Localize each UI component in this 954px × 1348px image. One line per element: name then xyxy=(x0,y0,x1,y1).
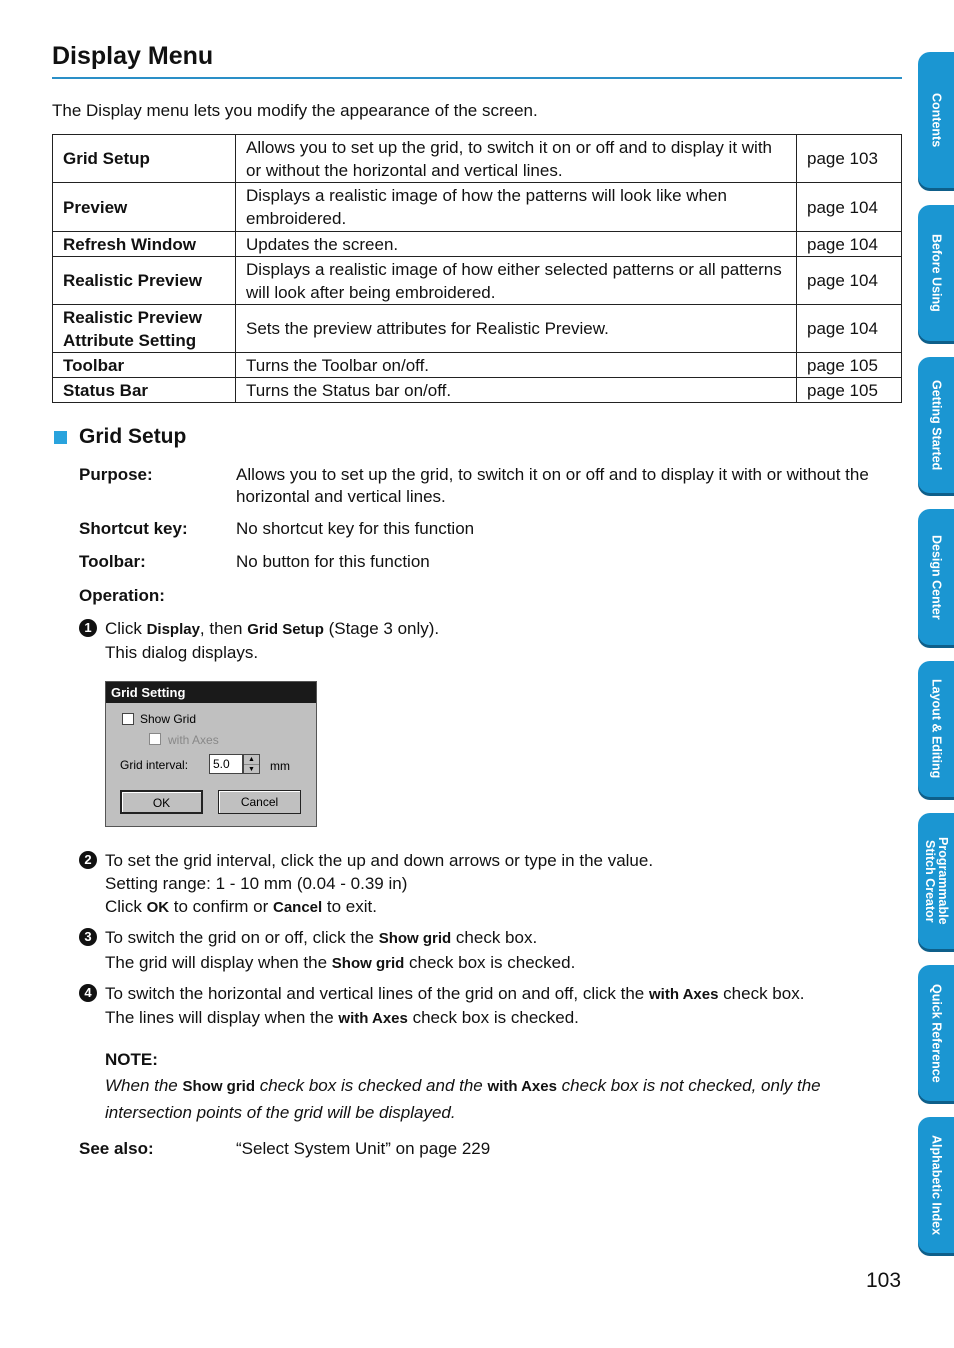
menu-item-page: page 104 xyxy=(797,257,902,305)
table-row xyxy=(53,135,902,183)
square-bullet-icon xyxy=(54,431,67,444)
menu-item-description: Allows you to set up the grid, to switch it on or off and to display it with or without the horizontal and vertical lines. xyxy=(236,135,797,183)
see-also-text: “Select System Unit” on page 229 xyxy=(236,1139,491,1158)
section-heading xyxy=(54,425,186,449)
menu-item-name: Refresh Window xyxy=(53,232,236,257)
toolbar-label: Toolbar: xyxy=(79,552,146,571)
tab-label: Contents xyxy=(929,92,944,148)
menu-item-name: Realistic Preview Attribute Setting xyxy=(53,305,236,353)
step-4 xyxy=(79,982,804,1030)
page-number: 103 xyxy=(866,1269,902,1292)
menu-item-description: Turns the Status bar on/off. xyxy=(236,378,797,403)
menu-item-description: Turns the Toolbar on/off. xyxy=(236,353,797,378)
ui-term: Show grid xyxy=(182,1078,255,1095)
tab-label: Programmable Stitch Creator xyxy=(923,837,950,925)
step-text: , then xyxy=(199,619,248,638)
note-text: check box is not checked, only the intersection points of the grid will be displayed. xyxy=(105,1076,821,1122)
step-text: Click xyxy=(105,619,147,638)
step-text: to confirm or xyxy=(169,897,273,916)
table-row xyxy=(53,232,902,257)
tab-label: Layout & Editing xyxy=(929,679,944,779)
step-text: to exit. xyxy=(322,897,377,916)
ok-button[interactable]: OK xyxy=(120,790,203,814)
step-text: Click xyxy=(105,897,147,916)
table-row xyxy=(53,353,902,378)
tab-quick-reference[interactable] xyxy=(918,965,954,1101)
page-title: Display Menu xyxy=(52,42,214,70)
section-heading-text: Grid Setup xyxy=(79,425,187,448)
step-number-badge: 3 xyxy=(79,928,97,946)
ui-term: with Axes xyxy=(487,1078,557,1095)
step-2 xyxy=(79,849,653,919)
ui-term: Display xyxy=(146,621,200,638)
intro-text: The Display menu lets you modify the appearance of the screen. xyxy=(52,101,538,120)
step-text: check box. xyxy=(451,928,538,947)
cancel-button[interactable]: Cancel xyxy=(218,790,301,814)
show-grid-label: Show Grid xyxy=(140,712,197,726)
step-3 xyxy=(79,926,575,976)
tab-layout-editing[interactable] xyxy=(918,661,954,797)
menu-item-name: Realistic Preview xyxy=(53,257,236,305)
step-text: To set the grid interval, click the up and down arrows or type in the value. xyxy=(105,851,654,870)
menu-item-page: page 103 xyxy=(797,135,902,183)
menu-item-description: Updates the screen. xyxy=(236,232,797,257)
tab-label: Design Center xyxy=(929,534,944,620)
step-text: The lines will display when the xyxy=(105,1008,339,1027)
tab-programmable-stitch-creator[interactable] xyxy=(918,813,954,949)
note-text: When the xyxy=(105,1076,183,1095)
show-grid-checkbox[interactable] xyxy=(122,713,134,725)
ui-term: Grid Setup xyxy=(247,621,324,638)
title-underline xyxy=(52,77,902,79)
ui-term: Cancel xyxy=(272,899,323,916)
table-row xyxy=(53,378,902,403)
table-row xyxy=(53,183,902,232)
note-body xyxy=(105,1073,895,1126)
step-number-badge: 2 xyxy=(79,851,97,869)
ui-term: Show grid xyxy=(331,955,405,972)
table-row xyxy=(53,257,902,305)
tab-label: Alphabetic Index xyxy=(929,1134,944,1236)
ui-term: with Axes xyxy=(648,986,719,1003)
step-text: To switch the grid on or off, click the xyxy=(105,928,379,947)
grid-interval-spinner[interactable] xyxy=(243,754,260,774)
grid-interval-label: Grid interval: xyxy=(120,758,189,772)
step-text: Setting range: 1 - 10 mm (0.04 - 0.39 in) xyxy=(105,874,408,893)
menu-item-name: Preview xyxy=(53,183,236,232)
step-text: The grid will display when the xyxy=(105,953,332,972)
menu-item-name: Status Bar xyxy=(53,378,236,403)
with-axes-label: with Axes xyxy=(168,733,219,747)
step-text: (Stage 3 only). xyxy=(323,619,440,638)
menu-item-description: Sets the preview attributes for Realistic Preview. xyxy=(236,305,797,353)
spin-down-icon[interactable]: ▼ xyxy=(248,766,255,773)
step-text: check box. xyxy=(718,984,805,1003)
menu-item-name: Toolbar xyxy=(53,353,236,378)
tab-label: Getting Started xyxy=(929,379,944,471)
menu-item-page: page 104 xyxy=(797,183,902,232)
purpose-label: Purpose: xyxy=(79,465,153,484)
menu-item-page: page 104 xyxy=(797,305,902,353)
shortcut-label: Shortcut key: xyxy=(79,519,188,538)
menu-item-name: Grid Setup xyxy=(53,135,236,183)
step-text: To switch the horizontal and vertical lines of the grid on and off, click the xyxy=(105,984,649,1003)
purpose-text: Allows you to set up the grid, to switch it on or off and to display it with or without the horizontal and vertical lines. xyxy=(236,465,869,506)
menu-item-page: page 105 xyxy=(797,378,902,403)
step-number-badge: 1 xyxy=(79,619,97,637)
grid-interval-input[interactable]: 5.0 xyxy=(209,754,243,774)
toolbar-text: No button for this function xyxy=(236,552,430,571)
ui-term: Show grid xyxy=(378,930,452,947)
unit-label: mm xyxy=(270,759,290,773)
step-1 xyxy=(79,617,439,664)
spin-up-icon[interactable]: ▲ xyxy=(244,755,259,765)
step-text: check box is checked. xyxy=(404,953,576,972)
operation-label: Operation: xyxy=(79,586,165,605)
tab-before-using[interactable] xyxy=(918,205,954,341)
ui-term: with Axes xyxy=(338,1010,408,1027)
menu-item-description: Displays a realistic image of how either selected patterns or all patterns will look after being embroidered. xyxy=(236,257,797,305)
note-text: check box is checked and the xyxy=(255,1076,488,1095)
step-number-badge: 4 xyxy=(79,984,97,1002)
step-text: check box is checked. xyxy=(407,1008,579,1027)
display-menu-table xyxy=(52,134,902,403)
tab-label: Before Using xyxy=(929,234,944,312)
tab-design-center[interactable] xyxy=(918,509,954,645)
menu-item-page: page 104 xyxy=(797,232,902,257)
tab-alphabetic-index[interactable] xyxy=(918,1117,954,1253)
table-row xyxy=(53,305,902,353)
dialog-title: Grid Setting xyxy=(106,682,316,703)
note-heading: NOTE: xyxy=(105,1050,158,1069)
menu-item-description: Displays a realistic image of how the patterns will look like when embroidered. xyxy=(236,183,797,232)
menu-item-page: page 105 xyxy=(797,353,902,378)
ui-term: OK xyxy=(146,899,170,916)
tab-getting-started[interactable] xyxy=(918,357,954,493)
with-axes-checkbox[interactable] xyxy=(149,733,161,745)
tab-label: Quick Reference xyxy=(929,983,944,1083)
shortcut-text: No shortcut key for this function xyxy=(236,519,475,538)
grid-setting-dialog xyxy=(105,681,317,827)
step-text: This dialog displays. xyxy=(105,643,259,662)
tab-contents[interactable] xyxy=(918,52,954,188)
see-also-label: See also: xyxy=(79,1139,154,1158)
